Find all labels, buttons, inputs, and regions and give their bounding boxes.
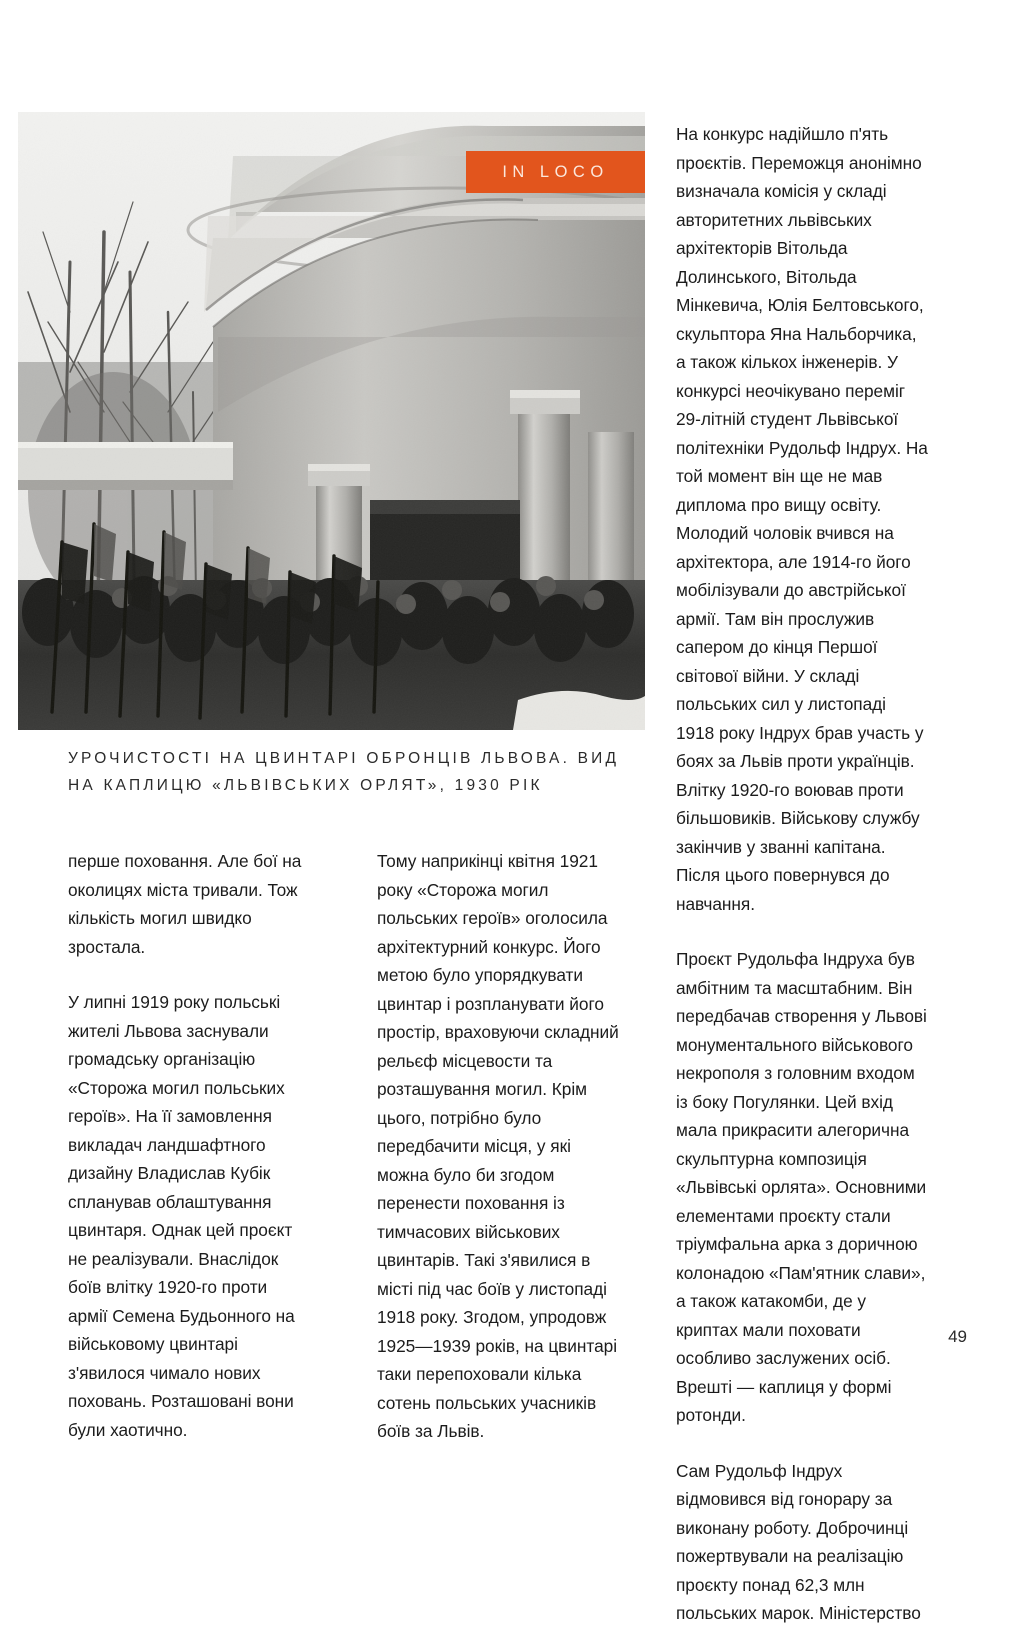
body-column-middle <box>377 847 625 1446</box>
body-column-left <box>68 847 308 1444</box>
photo-illustration <box>18 112 645 730</box>
paragraph: На конкурс надійшло п'ять проєктів. Переможця анонімно визначала комісія у складі авторитетних львівських архітекторів Вітольда Долинського, Вітольда Мінкевича, Юлія Белтовського, скульптора Яна Нальборчика, а також кількох інженерів. У конкурсі неочікувано переміг 29-літній студент Львівської політехніки Рудольф Індрух. На той момент він ще не мав диплома про вищу освіту. Молодий чоловік вчився на архітектора, але 1914-го його мобілізували до австрійської армії. Там він прослужив сапером до кінця Першої світової війни. У складі польських сил у листопаді 1918 року Індрух брав участь у боях за Львів проти українців. Влітку 1920-го воював проти більшовиків. Військову службу закінчив у званні капітана. Після цього повернувся до навчання. <box>676 124 928 914</box>
paragraph: Проєкт Рудольфа Індруха був амбітним та масштабним. Він передбачав створення у Львові монументального військового некрополя з головним входом із боку Погулянки. Цей вхід мала прикрасити алегорична скульптурна композиція «Львівські орлята». Основними елементами проєкту стали тріумфальна арка з доричною колонадою «Пам'ятник слави», а також катакомби, де у криптах мали поховати особливо заслужених осіб. Врешті — каплиця у формі ротонди. <box>676 949 927 1425</box>
paragraph: Тому наприкінці квітня 1921 року «Сторожа могил польських героїв» оголосила архітектурний конкурс. Його метою було упорядкувати цвинтар і розпланувати його простір, враховуючи складний рельєф місцевости та розташування могил. Крім цього, потрібно було передбачити місця, у які можна було би згодом перенести поховання із тимчасових військових цвинтарів. Такі з'явилися в місті під час боїв у листопаді 1918 року. Згодом, упродовж 1925—1939 років, на цвинтарі таки перепоховали кілька сотень польських учасників боїв за Львів. <box>377 851 619 1441</box>
photo-caption: УРОЧИСТОСТІ НА ЦВИНТАРІ ОБРОНЦІВ ЛЬВОВА. ВИД НА КАПЛИЦЮ «ЛЬВІВСЬКИХ ОРЛЯТ», 1930 РІК <box>68 750 620 794</box>
badge-label: IN LOCO <box>502 162 609 181</box>
paragraph: Сам Рудольф Індрух відмовився від гонорару за виконану роботу. Доброчинці пожертвували на реалізацію проєкту понад 62,3 млн польських марок. Міністерство <box>676 1460 921 1623</box>
article-photo <box>18 112 645 730</box>
body-column-right <box>676 120 928 1628</box>
paragraph: перше поховання. Але бої на околицях міста тривали. Тож кількість могил швидко зростала. <box>68 851 302 957</box>
in-loco-badge <box>466 151 645 193</box>
paragraph: У липні 1919 року польські жителі Львова заснували громадську організацію «Сторожа могил польських героїв». На її замовлення викладач ландшафтного дизайну Владислав Кубік спланував облаштування цвинтаря. Однак цей проєкт не реалізували. Внаслідок боїв влітку 1920-го проти армії Семена Будьонного на військовому цвинтарі з'явилося чимало нових поховань. Розташовані вони були хаотично. <box>68 992 295 1440</box>
page-number: 49 <box>948 1327 967 1346</box>
